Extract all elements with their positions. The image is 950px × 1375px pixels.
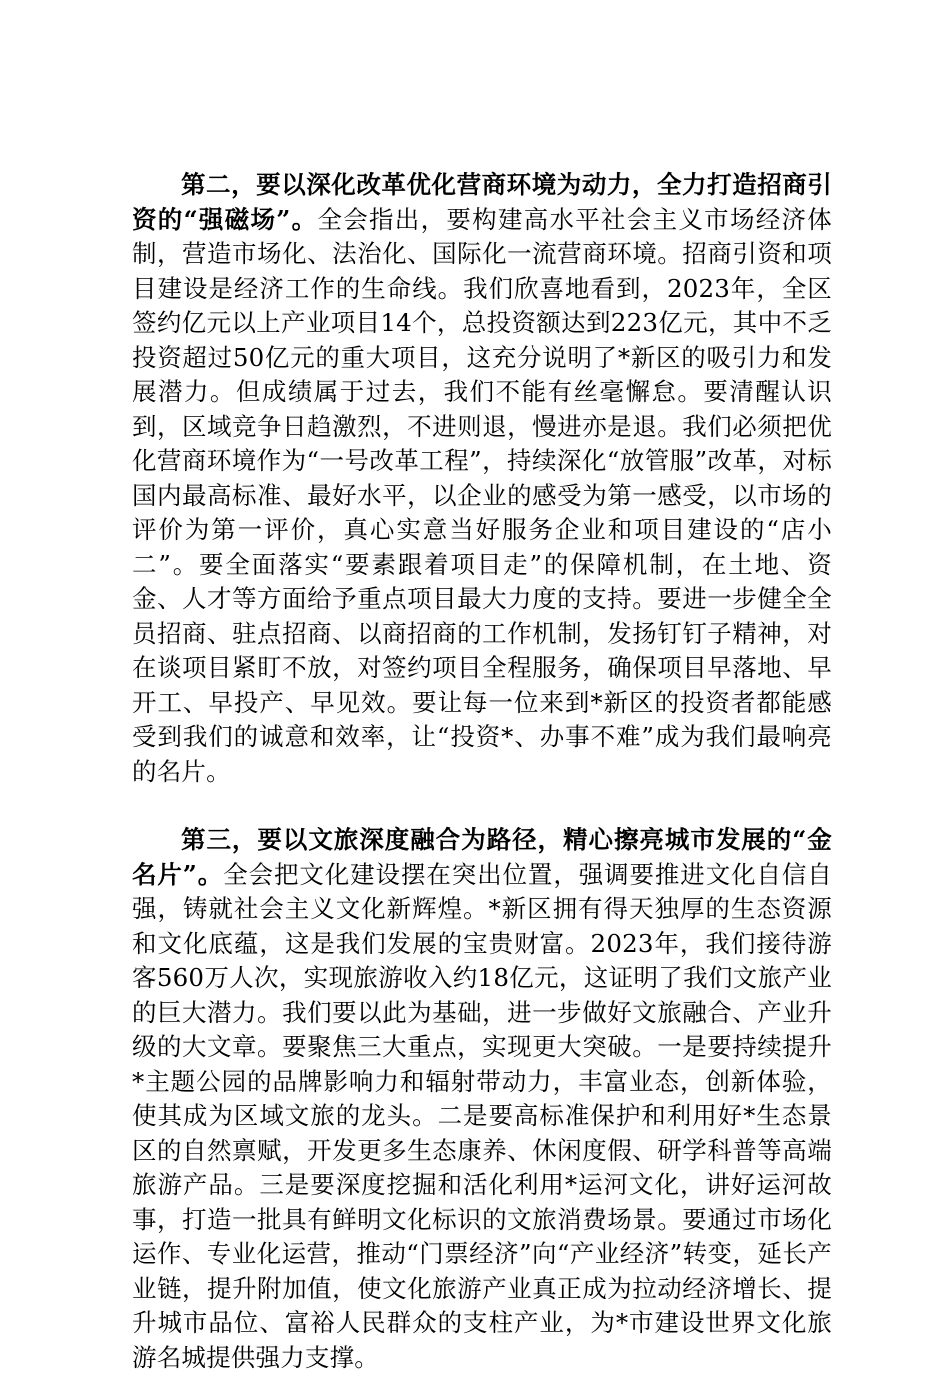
paragraph-body: 全会指出，要构建高水平社会主义市场经济体制，营造市场化、法治化、国际化一流营商环境。招商引资和项目建设是经济工作的生命线。我们欣喜地看到，2023年，全区签约亿元以上产业项目14个，总投资额达到223亿元，其中不乏投资超过50亿元的重大项目，这充分说明了*新区的吸引力和发展潜力。但成绩属于过去，我们不能有丝毫懈怠。要清醒认识到，区域竞争日趋激烈，不进则退，慢进亦是退。我们必须把优化营商环境作为“一号改革工程”，持续深化“放管服”改革，对标国内最高标准、最好水平，以企业的感受为第一感受，以市场的评价为第一评价，真心实意当好服务企业和项目建设的“店小二”。要全面落实“要素跟着项目走”的保障机制，在土地、资金、人才等方面给予重点项目最大力度的支持。要进一步健全全员招商、驻点招商、以商招商的工作机制，发扬钉钉子精神，对在谈项目紧盯不放，对签约项目全程服务，确保项目早落地、早开工、早投产、早见效。要让每一位来到*新区的投资者都能感受到我们的诚意和效率，让“投资*、办事不难”成为我们最响亮的名片。 <box>132 204 832 786</box>
paragraph-heading: 第二，要以深化改革优化营商环境为动力，全力打造招商引资的“强磁场”。 <box>132 170 832 234</box>
paragraph-second-point <box>132 168 832 789</box>
paragraph-third-point <box>132 823 832 1375</box>
paragraph-heading: 第三，要以文旅深度融合为路径，精心擦亮城市发展的“金名片”。 <box>132 825 832 889</box>
paragraph-body: 全会把文化建设摆在突出位置，强调要推进文化自信自强，铸就社会主义文化新辉煌。*新区拥有得天独厚的生态资源和文化底蕴，这是我们发展的宝贵财富。2023年，我们接待游客560万人次，实现旅游收入约18亿元，这证明了我们文旅产业的巨大潜力。我们要以此为基础，进一步做好文旅融合、产业升级的大文章。要聚焦三大重点，实现更大突破。一是要持续提升*主题公园的品牌影响力和辐射带动力，丰富业态，创新体验，使其成为区域文旅的龙头。二是要高标准保护和利用好*生态景区的自然禀赋，开发更多生态康养、休闲度假、研学科普等高端旅游产品。三是要深度挖掘和活化利用*运河文化，讲好运河故事，打造一批具有鲜明文化标识的文旅消费场景。要通过市场化运作、专业化运营，推动“门票经济”向“产业经济”转变，延长产业链，提升附加值，使文化旅游产业真正成为拉动经济增长、提升城市品位、富裕人民群众的支柱产业，为*市建设世界文化旅游名城提供强力支撑。 <box>132 859 832 1372</box>
document-page <box>132 168 832 1375</box>
